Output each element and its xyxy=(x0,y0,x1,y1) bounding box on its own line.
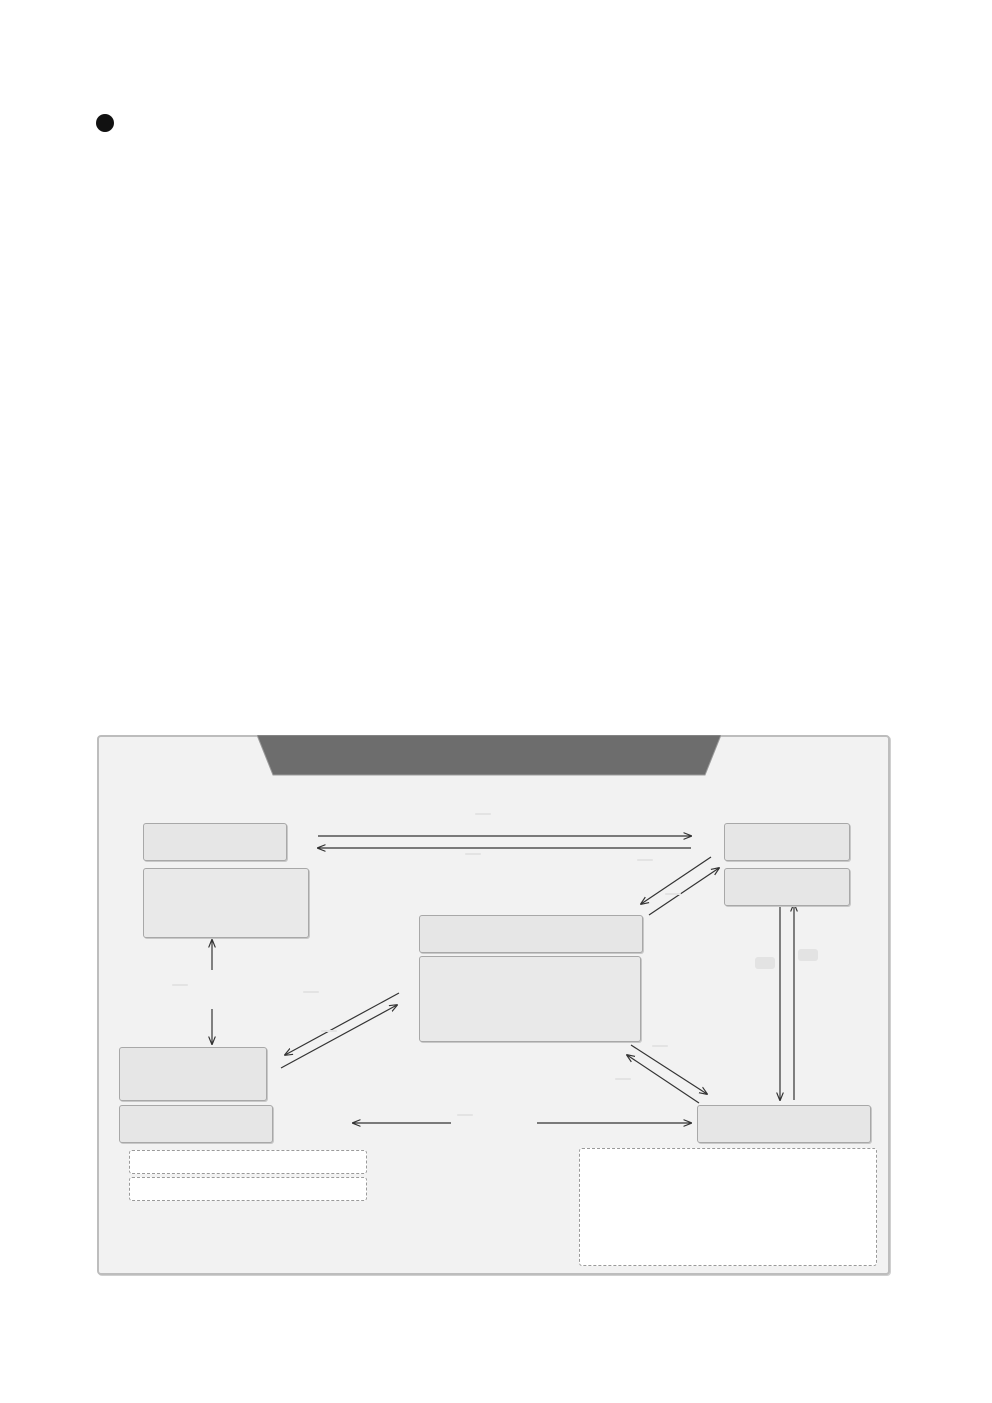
procedure-diagram xyxy=(97,735,890,1275)
related-note-medical xyxy=(129,1177,367,1201)
protection-agency-box xyxy=(119,1047,267,1101)
label-cooperation-bottom xyxy=(457,1114,473,1116)
label-site-survey-left xyxy=(303,991,319,993)
mohw-notes xyxy=(143,868,309,938)
label-cooperation-left xyxy=(172,984,188,986)
sido-box xyxy=(724,823,850,861)
black-circle-bullet-icon xyxy=(96,114,114,132)
label-report-left xyxy=(321,1030,337,1032)
label-report-bottom xyxy=(652,1045,668,1047)
label-guidance xyxy=(475,813,491,815)
label-guidance-vertical xyxy=(755,957,775,969)
label-site-survey-top xyxy=(637,859,653,861)
related-note-legal xyxy=(129,1150,367,1174)
facility-people-box xyxy=(419,915,643,953)
facility-notes xyxy=(419,956,641,1042)
sigungu-box xyxy=(724,868,850,906)
welfare-facility-box xyxy=(697,1105,871,1143)
mohw-box xyxy=(143,823,287,861)
label-report-result-vertical xyxy=(798,949,818,961)
related-agency-box xyxy=(119,1105,273,1143)
label-report-result xyxy=(465,853,481,855)
label-site-survey-bottom xyxy=(615,1078,631,1080)
welfare-notes xyxy=(579,1148,877,1266)
label-report-top xyxy=(665,893,681,895)
section-heading xyxy=(96,114,126,132)
